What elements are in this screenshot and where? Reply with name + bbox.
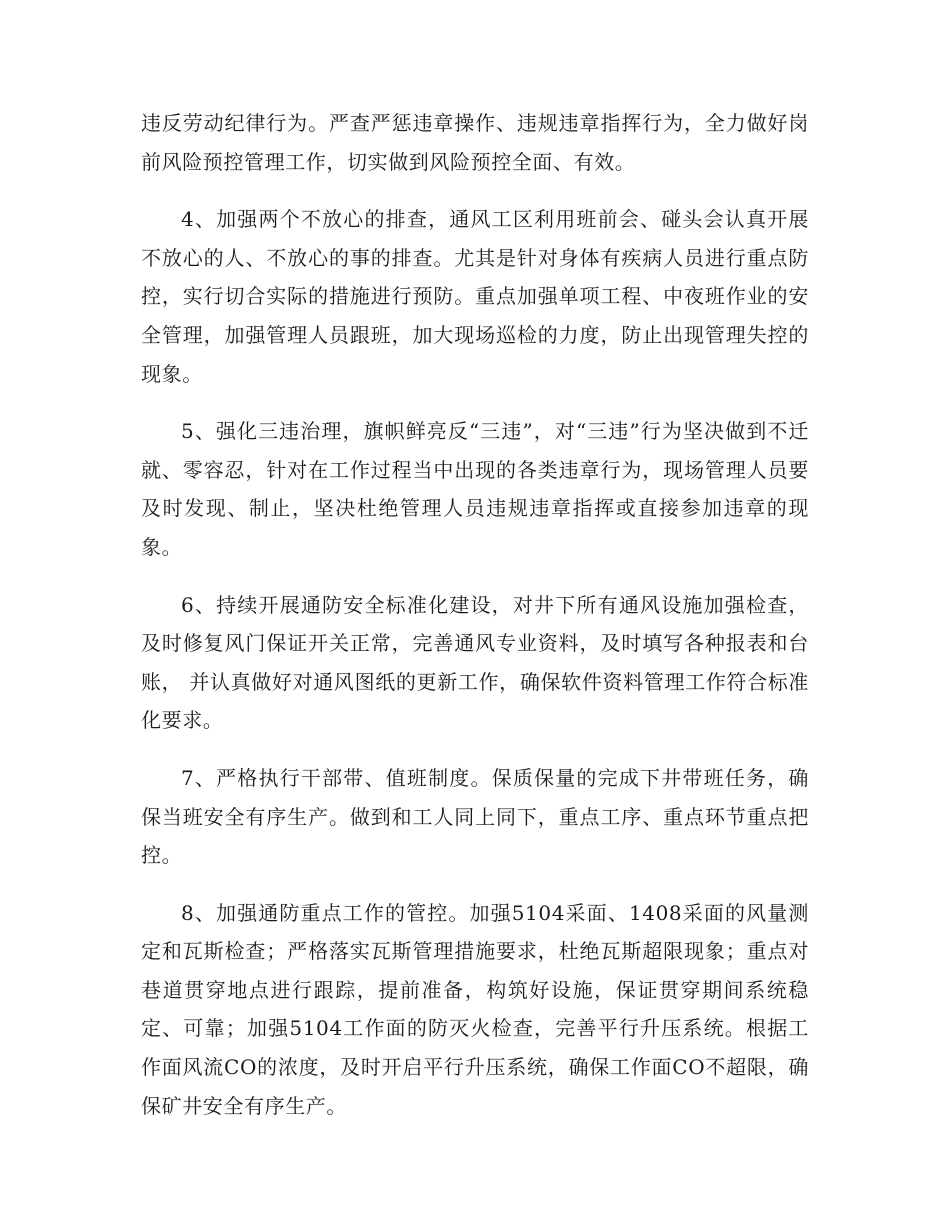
paragraph-item-8: 8、加强通防重点工作的管控。加强5104采面、1408采面的风量测定和瓦斯检查；严格落实瓦斯管理措施要求，杜绝瓦斯超限现象；重点对巷道贯穿地点进行跟踪，提前准备，构筑好设施，保证贯穿期间系统稳定、可靠；加强5104工作面的防灭火检查，完善平行升压系统。根据工作面风流CO的浓度，及时开启平行升压系统，确保工作面CO不超限，确保矿井安全有序生产。 [141, 900, 809, 1118]
paragraph-continuation: 违反劳动纪律行为。严查严惩违章操作、违规违章指挥行为，全力做好岗前风险预控管理工作，切实做到风险预控全面、有效。 [141, 111, 809, 174]
paragraph-item-6: 6、持续开展通防安全标准化建设，对井下所有通风设施加强检查，及时修复风门保证开关正常，完善通风专业资料，及时填写各种报表和台账， 并认真做好对通风图纸的更新工作，确保软件资料管理工作符合标准化要求。 [141, 592, 809, 733]
paragraph-item-5: 5、强化三违治理，旗帜鲜亮反“三违”，对“三违”行为坚决做到不迁就、零容忍，针对在工作过程当中出现的各类违章行为，现场管理人员要及时发现、制止，坚决杜绝管理人员违规违章指挥或直接参加违章的现象。 [141, 419, 809, 559]
paragraph-item-7: 7、严格执行干部带、值班制度。保质保量的完成下井带班任务，确保当班安全有序生产。做到和工人同上同下，重点工序、重点环节重点把控。 [141, 765, 809, 868]
document-body [141, 104, 809, 1125]
paragraph-item-4: 4、加强两个不放心的排查，通风工区利用班前会、碰头会认真开展不放心的人、不放心的事的排查。尤其是针对身体有疾病人员进行重点防控，实行切合实际的措施进行预防。重点加强单项工程、中夜班作业的安全管理，加强管理人员跟班，加大现场巡检的力度，防止出现管理失控的现象。 [141, 207, 809, 386]
